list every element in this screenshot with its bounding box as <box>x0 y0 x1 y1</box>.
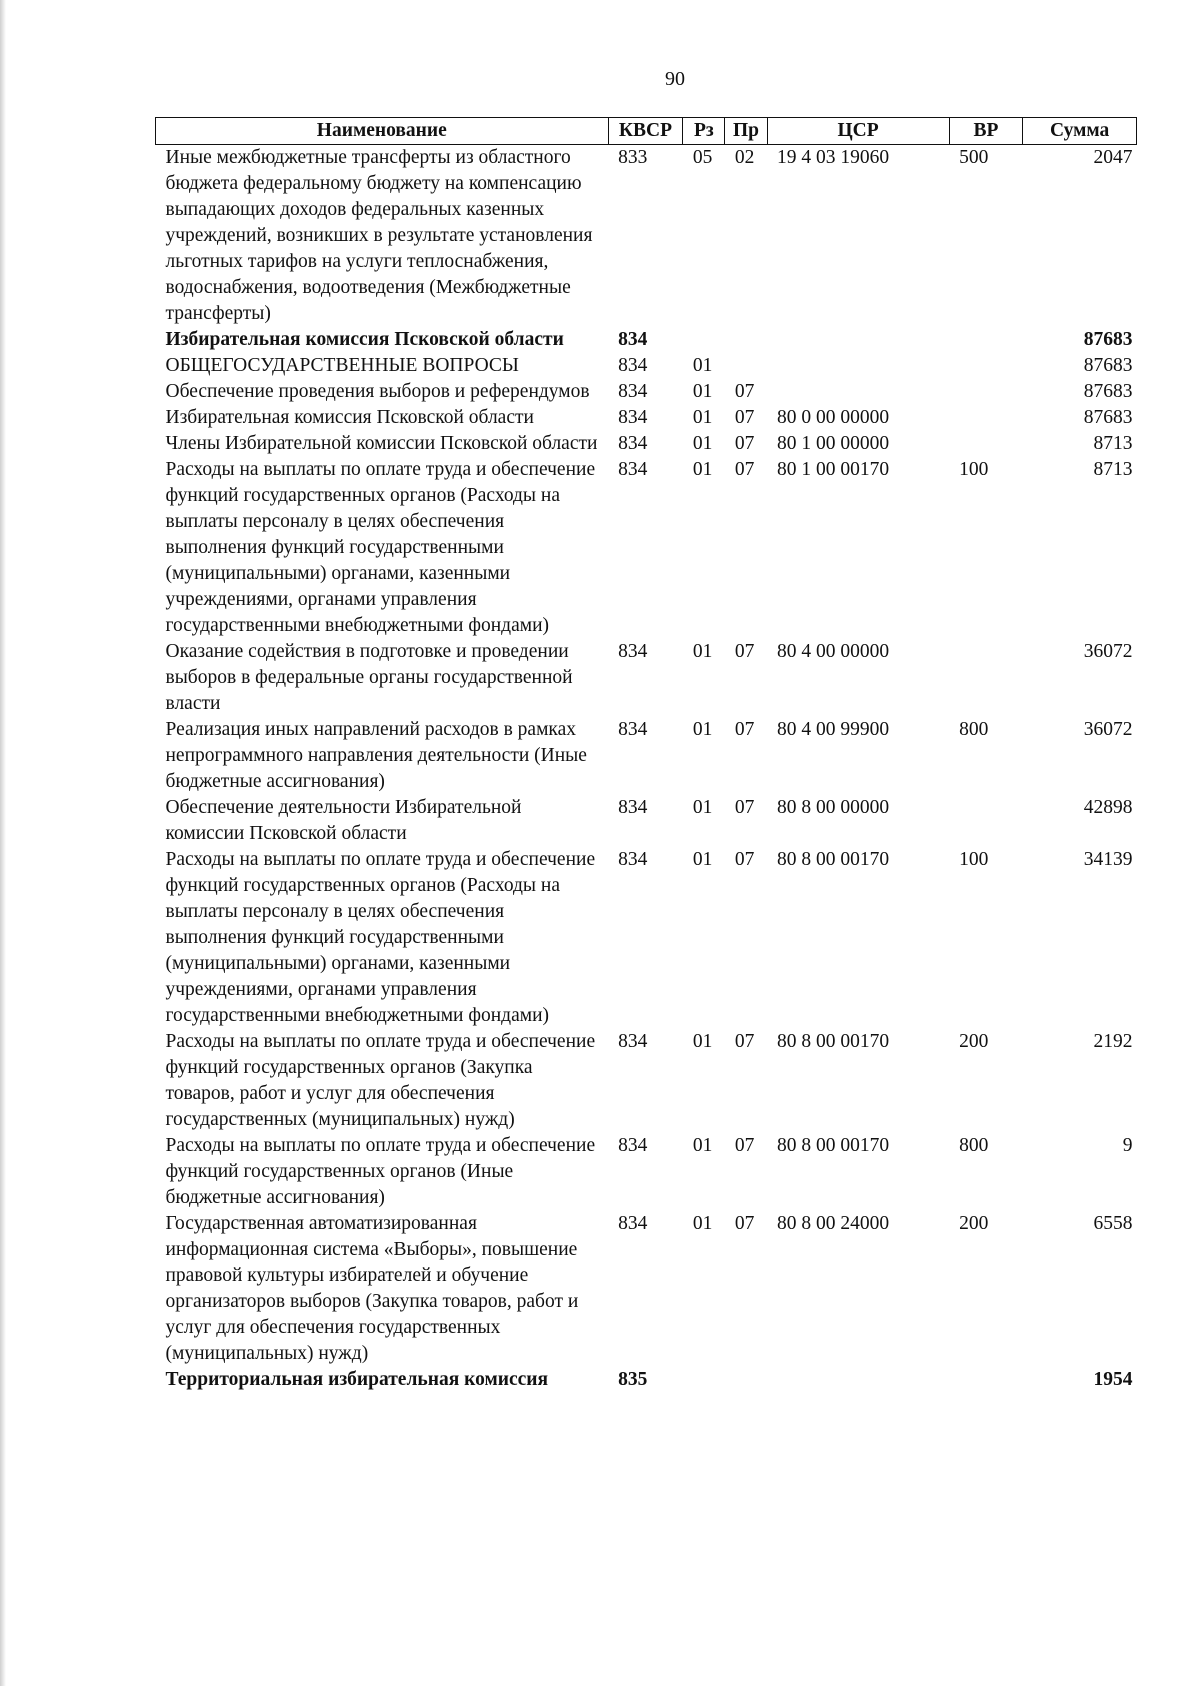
cell-sum: 87683 <box>1083 407 1133 428</box>
cell-pr: 07 <box>734 797 755 818</box>
table-row <box>156 1029 1137 1133</box>
cell-pr: 07 <box>734 433 755 454</box>
cell-sum: 2047 <box>1093 147 1133 168</box>
table-row <box>156 431 1137 457</box>
cell-rz: 01 <box>692 641 713 662</box>
cell-sum: 42898 <box>1083 797 1133 818</box>
cell-csr: 80 8 00 00000 <box>777 797 890 818</box>
cell-vr <box>949 405 1023 431</box>
table-row <box>156 717 1137 795</box>
cell-name: Расходы на выплаты по оплате труда и обеспечение функций государственных органов (Закупка товаров, работ и услуг для обеспечения государственных (муниципальных) нужд) <box>165 1031 596 1130</box>
cell-csr: 80 0 00 00000 <box>777 407 890 428</box>
table-row <box>156 353 1137 379</box>
cell-csr <box>767 327 949 353</box>
header-name: Наименование <box>156 118 609 145</box>
cell-csr: 80 1 00 00000 <box>777 433 890 454</box>
cell-name: Государственная автоматизированная информационная система «Выборы», повышение правовой культуры избирателей и обучение организаторов выборов (Закупка товаров, работ и услуг для обеспечения государственных (муниципальных) нужд) <box>165 1213 579 1364</box>
cell-pr: 07 <box>734 459 755 480</box>
cell-kvsr: 834 <box>618 459 648 480</box>
cell-rz: 01 <box>692 355 713 376</box>
cell-rz: 01 <box>692 433 713 454</box>
cell-csr: 80 8 00 00170 <box>777 1135 890 1156</box>
cell-kvsr: 834 <box>618 719 648 740</box>
cell-kvsr: 834 <box>618 433 648 454</box>
budget-table <box>155 117 1137 1393</box>
cell-vr: 500 <box>959 147 989 168</box>
cell-name: Избирательная комиссия Псковской области <box>165 407 534 428</box>
cell-name: Реализация иных направлений расходов в рамках непрограммного направления деятельности (Иные бюджетные ассигнования) <box>165 719 587 792</box>
cell-sum: 1954 <box>1093 1369 1133 1390</box>
table-row <box>156 405 1137 431</box>
table-row <box>156 457 1137 639</box>
cell-kvsr: 834 <box>618 407 648 428</box>
cell-vr: 800 <box>959 719 989 740</box>
cell-vr: 100 <box>959 459 989 480</box>
cell-kvsr: 834 <box>618 797 648 818</box>
cell-kvsr: 833 <box>618 147 648 168</box>
cell-name: Расходы на выплаты по оплате труда и обеспечение функций государственных органов (Расходы на выплаты персоналу в целях обеспечения выполнения функций государственными (муниципальными) органами, казенными учреждениями, органами управления государственными внебюджетными фондами) <box>165 849 596 1026</box>
cell-pr: 07 <box>734 849 755 870</box>
scan-edge <box>0 0 6 1686</box>
cell-rz: 01 <box>692 1135 713 1156</box>
cell-pr: 07 <box>734 1135 755 1156</box>
cell-name: Иные межбюджетные трансферты из областного бюджета федеральному бюджету на компенсацию выпадающих доходов федеральных казенных учреждений, возникших в результате установления льготных тарифов на услуги теплоснабжения, водоснабжения, водоотведения (Межбюджетные трансферты) <box>165 147 593 324</box>
cell-csr: 80 4 00 99900 <box>777 719 890 740</box>
cell-sum: 8713 <box>1093 459 1133 480</box>
table-row <box>156 1211 1137 1367</box>
cell-kvsr: 834 <box>618 1031 648 1052</box>
cell-kvsr: 834 <box>618 355 648 376</box>
cell-pr <box>725 353 767 379</box>
cell-sum: 8713 <box>1093 433 1133 454</box>
cell-vr <box>949 639 1023 717</box>
cell-vr: 800 <box>959 1135 989 1156</box>
table-row <box>156 379 1137 405</box>
header-row <box>156 118 1137 145</box>
cell-kvsr: 834 <box>618 329 648 350</box>
table-row <box>156 145 1137 328</box>
cell-kvsr: 835 <box>618 1369 648 1390</box>
cell-csr <box>767 353 949 379</box>
header-rz: Рз <box>683 118 725 145</box>
cell-name: Оказание содействия в подготовке и проведении выборов в федеральные органы государственной власти <box>165 641 573 714</box>
cell-pr: 07 <box>734 641 755 662</box>
header-csr: ЦСР <box>767 118 949 145</box>
cell-vr: 200 <box>959 1031 989 1052</box>
cell-sum: 6558 <box>1093 1213 1133 1234</box>
cell-csr: 80 4 00 00000 <box>777 641 890 662</box>
cell-kvsr: 834 <box>618 641 648 662</box>
table-body <box>156 145 1137 1394</box>
cell-name: ОБЩЕГОСУДАРСТВЕННЫЕ ВОПРОСЫ <box>165 355 519 376</box>
cell-csr: 80 1 00 00170 <box>777 459 890 480</box>
cell-pr: 07 <box>734 1031 755 1052</box>
cell-sum: 87683 <box>1083 329 1133 350</box>
cell-pr <box>725 1367 767 1393</box>
cell-rz: 01 <box>692 849 713 870</box>
cell-name: Расходы на выплаты по оплате труда и обеспечение функций государственных органов (Иные бюджетные ассигнования) <box>165 1135 596 1208</box>
cell-sum: 87683 <box>1083 381 1133 402</box>
table-row <box>156 847 1137 1029</box>
cell-csr <box>767 379 949 405</box>
cell-name: Обеспечение деятельности Избирательной комиссии Псковской области <box>165 797 522 844</box>
cell-kvsr: 834 <box>618 1135 648 1156</box>
cell-sum: 2192 <box>1093 1031 1133 1052</box>
cell-name: Расходы на выплаты по оплате труда и обеспечение функций государственных органов (Расходы на выплаты персоналу в целях обеспечения выполнения функций государственными (муниципальными) органами, казенными учреждениями, органами управления государственными внебюджетными фондами) <box>165 459 596 636</box>
cell-csr: 80 8 00 00170 <box>777 849 890 870</box>
cell-pr: 02 <box>734 147 755 168</box>
cell-vr: 200 <box>959 1213 989 1234</box>
cell-pr: 07 <box>734 1213 755 1234</box>
cell-rz: 01 <box>692 719 713 740</box>
cell-rz: 01 <box>692 459 713 480</box>
cell-vr <box>949 353 1023 379</box>
header-sum: Сумма <box>1023 118 1137 145</box>
cell-sum: 87683 <box>1083 355 1133 376</box>
cell-name: Обеспечение проведения выборов и референдумов <box>165 381 590 402</box>
cell-rz <box>683 327 725 353</box>
cell-pr <box>725 327 767 353</box>
table-row <box>156 639 1137 717</box>
cell-vr <box>949 1367 1023 1393</box>
cell-rz <box>683 1367 725 1393</box>
cell-rz: 01 <box>692 1031 713 1052</box>
cell-name: Территориальная избирательная комиссия <box>165 1369 549 1390</box>
cell-sum: 34139 <box>1083 849 1133 870</box>
cell-csr: 19 4 03 19060 <box>777 147 890 168</box>
cell-sum: 9 <box>1122 1135 1133 1156</box>
cell-kvsr: 834 <box>618 381 648 402</box>
header-vr: ВР <box>949 118 1023 145</box>
cell-rz: 05 <box>692 147 713 168</box>
cell-vr: 100 <box>959 849 989 870</box>
cell-vr <box>949 431 1023 457</box>
cell-pr: 07 <box>734 407 755 428</box>
cell-vr <box>949 795 1023 847</box>
header-kvsr: КВСР <box>608 118 683 145</box>
cell-rz: 01 <box>692 407 713 428</box>
cell-rz: 01 <box>692 797 713 818</box>
table-row <box>156 1367 1137 1393</box>
cell-sum: 36072 <box>1083 719 1133 740</box>
cell-vr <box>949 379 1023 405</box>
cell-kvsr: 834 <box>618 849 648 870</box>
table-row <box>156 795 1137 847</box>
cell-name: Члены Избирательной комиссии Псковской области <box>165 433 598 454</box>
table-row <box>156 327 1137 353</box>
table-row <box>156 1133 1137 1211</box>
cell-rz: 01 <box>692 1213 713 1234</box>
cell-csr: 80 8 00 00170 <box>777 1031 890 1052</box>
cell-csr <box>767 1367 949 1393</box>
cell-pr: 07 <box>734 381 755 402</box>
cell-csr: 80 8 00 24000 <box>777 1213 890 1234</box>
cell-vr <box>949 327 1023 353</box>
cell-rz: 01 <box>692 381 713 402</box>
header-pr: Пр <box>725 118 767 145</box>
page-number: 90 <box>665 68 685 90</box>
cell-sum: 36072 <box>1083 641 1133 662</box>
cell-kvsr: 834 <box>618 1213 648 1234</box>
cell-name: Избирательная комиссия Псковской области <box>165 329 564 350</box>
cell-pr: 07 <box>734 719 755 740</box>
